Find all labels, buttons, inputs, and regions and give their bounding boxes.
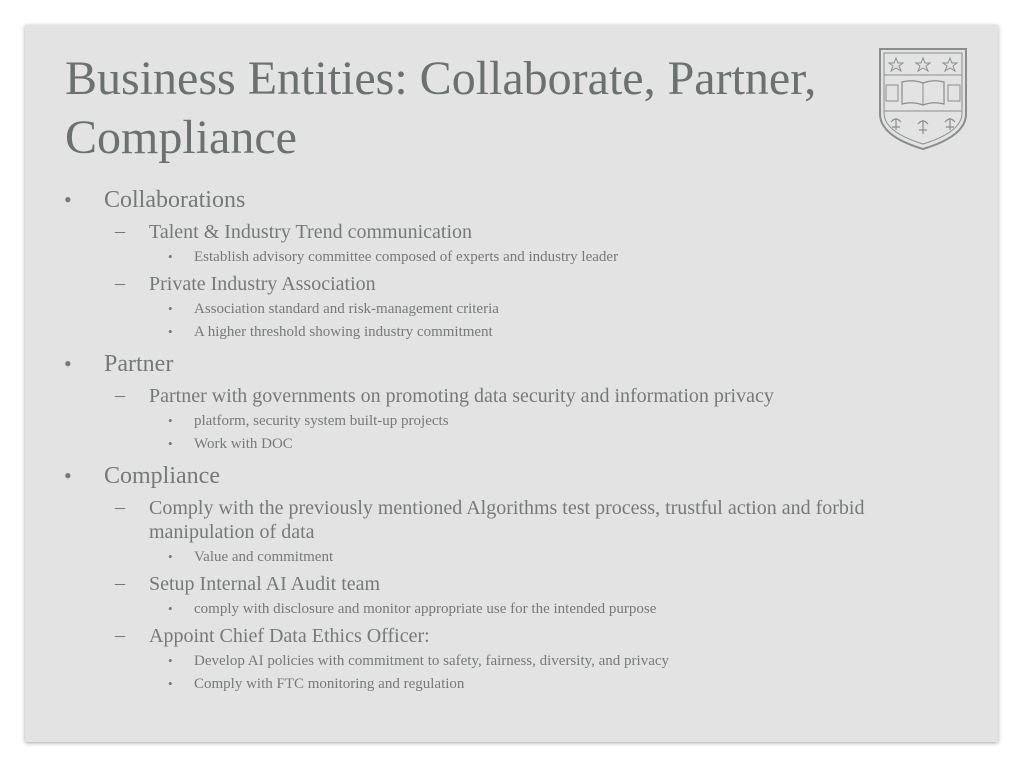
bullet-marker: – (115, 496, 125, 518)
list-item (25, 384, 998, 408)
bullet-marker: • (168, 549, 173, 564)
bullet-marker: • (168, 301, 173, 316)
section-heading-text: Partner (104, 351, 174, 377)
sub-list-item (25, 322, 998, 342)
list-item-text: Setup Internal AI Audit team (149, 573, 381, 595)
list-item (25, 220, 998, 244)
sub-list-item-text: Value and commitment (194, 549, 334, 565)
sub-list-item-text: Association standard and risk-management criteria (194, 301, 499, 317)
sub-list-item-text: Establish advisory committee composed of experts and industry leader (194, 249, 619, 265)
slide-body (25, 185, 998, 694)
sub-list-item-text: Work with DOC (194, 436, 293, 452)
bullet-marker: • (64, 187, 72, 212)
list-item-text: Private Industry Association (149, 273, 376, 295)
list-item-text: Comply with the previously mentioned Algorithms test process, trustful action and forbid manipulation of data (149, 497, 865, 543)
bullet-marker: – (115, 572, 125, 594)
list-item-text: Appoint Chief Data Ethics Officer: (149, 625, 430, 647)
bullet-marker: – (115, 384, 125, 406)
list-item-text: Talent & Industry Trend communication (149, 221, 473, 243)
bullet-marker: – (115, 624, 125, 646)
bullet-marker: • (64, 463, 72, 488)
bullet-marker: – (115, 220, 125, 242)
sub-list-item-text: Develop AI policies with commitment to safety, fairness, diversity, and privacy (194, 653, 670, 669)
sub-list-item-text: A higher threshold showing industry commitment (194, 324, 493, 340)
sub-list-item (25, 599, 998, 619)
sub-list-item-text: platform, security system built-up projects (194, 413, 449, 429)
sub-list-item (25, 651, 998, 671)
section-heading (25, 185, 998, 215)
sub-list-item (25, 247, 998, 267)
university-shield-icon (877, 46, 969, 152)
bullet-marker: • (168, 601, 173, 616)
section-heading (25, 461, 998, 491)
bullet-marker: • (168, 676, 173, 691)
bullet-marker: • (168, 436, 173, 451)
sub-list-item-text: Comply with FTC monitoring and regulation (194, 676, 465, 692)
list-item (25, 624, 998, 648)
slide-title: Business Entities: Collaborate, Partner, Compliance (65, 52, 817, 164)
bullet-marker: • (168, 653, 173, 668)
section-heading-text: Collaborations (104, 187, 246, 213)
section-heading (25, 349, 998, 379)
sub-list-item (25, 411, 998, 431)
list-item-text: Partner with governments on promoting data security and information privacy (149, 385, 774, 407)
sub-list-item (25, 299, 998, 319)
sub-list-item (25, 674, 998, 694)
bullet-marker: • (168, 324, 173, 339)
slide (25, 25, 998, 742)
list-item (25, 272, 998, 296)
bullet-marker: • (64, 351, 72, 376)
section-heading-text: Compliance (104, 463, 220, 489)
sub-list-item-text: comply with disclosure and monitor appropriate use for the intended purpose (194, 601, 657, 617)
bullet-marker: • (168, 249, 173, 264)
sub-list-item (25, 434, 998, 454)
bullet-marker: – (115, 272, 125, 294)
list-item (25, 572, 998, 596)
sub-list-item (25, 547, 998, 567)
list-item (25, 496, 998, 544)
bullet-marker: • (168, 413, 173, 428)
